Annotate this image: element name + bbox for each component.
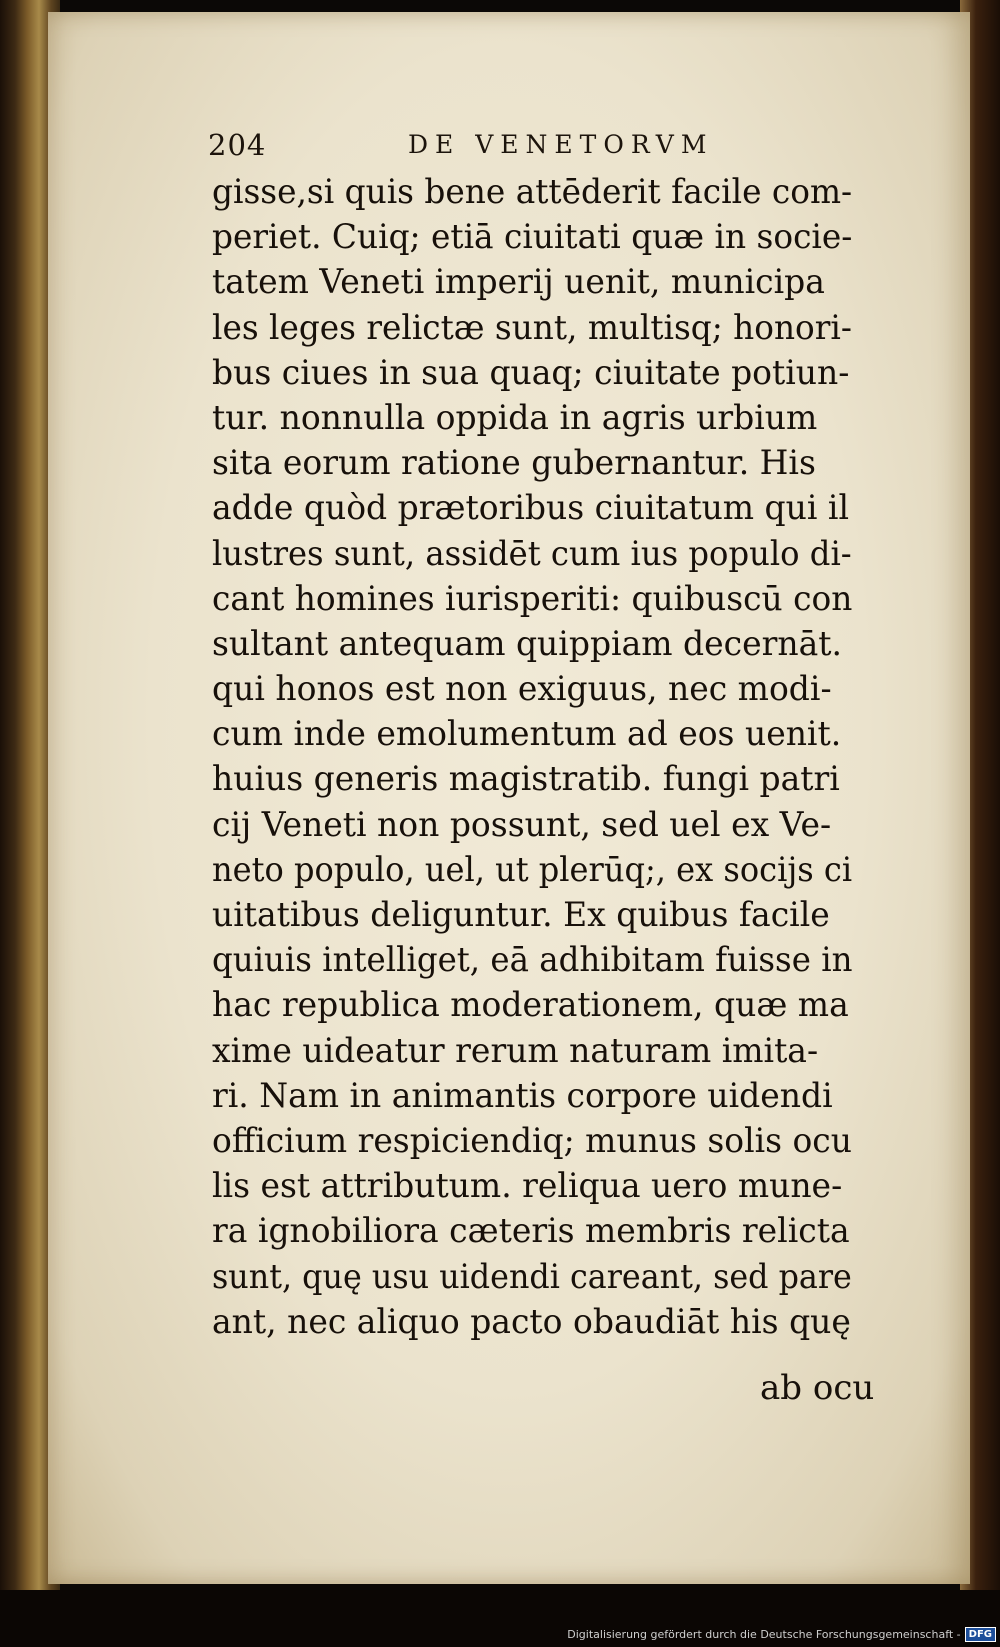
- text-line: xime uideatur rerum naturam imita-: [212, 1030, 819, 1071]
- text-line: cij Veneti non possunt, sed uel ex Ve-: [212, 804, 832, 845]
- text-line: lustres sunt, assidēt cum ius populo di-: [212, 533, 852, 574]
- text-line: uitatibus deliguntur. Ex quibus facile: [212, 895, 830, 935]
- text-line: sita eorum ratione gubernantur. His: [212, 443, 816, 484]
- page-header: [208, 128, 828, 168]
- text-line: ri. Nam in animantis corpore uidendi: [212, 1075, 833, 1116]
- text-line: adde quòd prætoribus ciuitatum qui il: [212, 488, 850, 529]
- text-line: periet. Cuiq; etiā ciuitati quæ in socie-: [212, 217, 853, 258]
- text-line: gisse,si quis bene attēderit facile com-: [212, 172, 853, 212]
- body-text: [212, 170, 872, 1345]
- page-number: 204: [208, 128, 267, 162]
- catchword: ab ocu: [760, 1368, 875, 1408]
- text-line: ant, nec aliquo pacto obaudiāt his quę: [212, 1301, 851, 1342]
- text-line: les leges relictæ sunt, multisq; honori-: [212, 307, 852, 348]
- text-line: officium respiciendiq; munus solis ocu: [212, 1120, 852, 1161]
- text-line: ra ignobiliora cæteris membris relicta: [212, 1211, 850, 1252]
- text-line: neto populo, uel, ut plerūq;, ex socijs ci: [212, 849, 853, 890]
- running-title: DE VENETORVM: [408, 130, 714, 159]
- text-line: huius generis magistratib. fungi patri: [212, 759, 840, 800]
- text-line: sunt, quę usu uidendi careant, sed pare: [212, 1256, 852, 1297]
- text-line: tatem Veneti imperij uenit, municipa: [212, 262, 825, 303]
- text-line: tur. nonnulla oppida in agris urbium: [212, 397, 818, 438]
- footer: [567, 1625, 996, 1643]
- footer-credit: Digitalisierung gefördert durch die Deutsche Forschungsgemeinschaft -: [567, 1627, 961, 1641]
- text-line: cum inde emolumentum ad eos uenit.: [212, 714, 842, 755]
- text-line: qui honos est non exiguus, nec modi-: [212, 669, 832, 710]
- text-line: bus ciues in sua quaq; ciuitate potiun-: [212, 352, 850, 393]
- text-line: sultant antequam quippiam decernāt.: [212, 623, 842, 664]
- text-line: quiuis intelliget, eā adhibitam fuisse in: [212, 940, 853, 981]
- text-line: lis est attributum. reliqua uero mune-: [212, 1166, 843, 1207]
- text-line: cant homines iurisperiti: quibuscū con: [212, 578, 853, 619]
- dfg-logo: DFG: [965, 1627, 996, 1642]
- text-line: hac republica moderationem, quæ ma: [212, 985, 849, 1026]
